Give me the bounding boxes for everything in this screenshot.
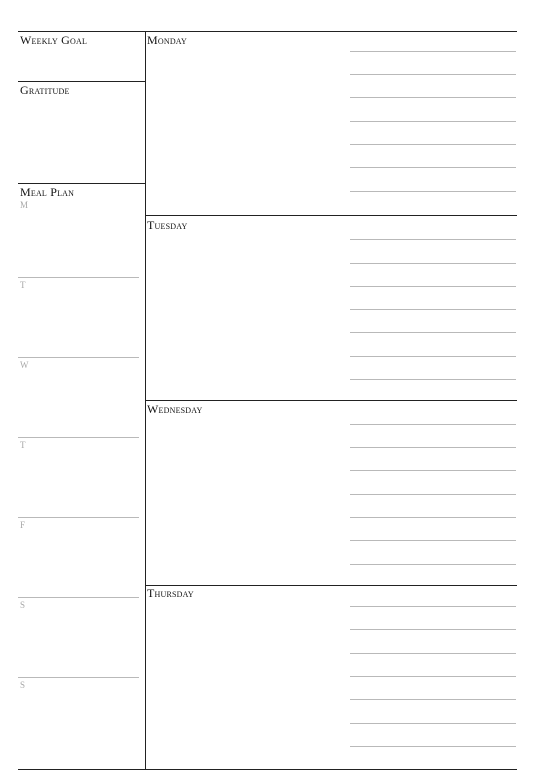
day-writing-line xyxy=(350,74,516,75)
weekly-goal-divider xyxy=(18,81,145,82)
day-writing-line xyxy=(350,629,516,630)
gratitude-heading: Gratitude xyxy=(20,83,70,97)
day-divider xyxy=(145,400,517,401)
day-writing-line xyxy=(350,517,516,518)
top-border xyxy=(18,31,517,32)
meal-day-label: W xyxy=(20,360,29,370)
day-writing-line xyxy=(350,144,516,145)
day-writing-line xyxy=(350,676,516,677)
day-writing-line xyxy=(350,540,516,541)
day-writing-line xyxy=(350,494,516,495)
day-writing-line xyxy=(350,356,516,357)
meal-writing-line xyxy=(18,277,139,278)
meal-day-label: F xyxy=(20,520,26,530)
day-writing-line xyxy=(350,332,516,333)
day-writing-line xyxy=(350,746,516,747)
meal-writing-line xyxy=(18,437,139,438)
meal-writing-line xyxy=(18,357,139,358)
day-writing-line xyxy=(350,470,516,471)
day-writing-line xyxy=(350,239,516,240)
meal-writing-line xyxy=(18,677,139,678)
day-writing-line xyxy=(350,167,516,168)
meal-day-label: T xyxy=(20,280,26,290)
day-writing-line xyxy=(350,51,516,52)
day-writing-line xyxy=(350,653,516,654)
weekly-goal-heading: Weekly Goal xyxy=(20,33,88,47)
meal-day-label: S xyxy=(20,600,26,610)
day-writing-line xyxy=(350,309,516,310)
day-writing-line xyxy=(350,424,516,425)
meal-writing-line xyxy=(18,517,139,518)
day-writing-line xyxy=(350,121,516,122)
day-writing-line xyxy=(350,263,516,264)
meal-day-label: M xyxy=(20,200,29,210)
day-writing-line xyxy=(350,191,516,192)
day-writing-line xyxy=(350,606,516,607)
day-heading-tuesday: Tuesday xyxy=(147,218,188,232)
gratitude-divider xyxy=(18,183,145,184)
meal-writing-line xyxy=(18,597,139,598)
day-heading-thursday: Thursday xyxy=(147,586,194,600)
day-divider xyxy=(145,585,517,586)
day-writing-line xyxy=(350,97,516,98)
day-writing-line xyxy=(350,699,516,700)
day-writing-line xyxy=(350,286,516,287)
meal-plan-heading: Meal Plan xyxy=(20,185,75,199)
day-writing-line xyxy=(350,447,516,448)
day-writing-line xyxy=(350,723,516,724)
meal-day-label: T xyxy=(20,440,26,450)
day-heading-monday: Monday xyxy=(147,33,188,47)
meal-day-label: S xyxy=(20,680,26,690)
day-heading-wednesday: Wednesday xyxy=(147,402,203,416)
day-writing-line xyxy=(350,379,516,380)
day-divider xyxy=(145,215,517,216)
day-writing-line xyxy=(350,564,516,565)
bottom-border xyxy=(18,769,517,770)
